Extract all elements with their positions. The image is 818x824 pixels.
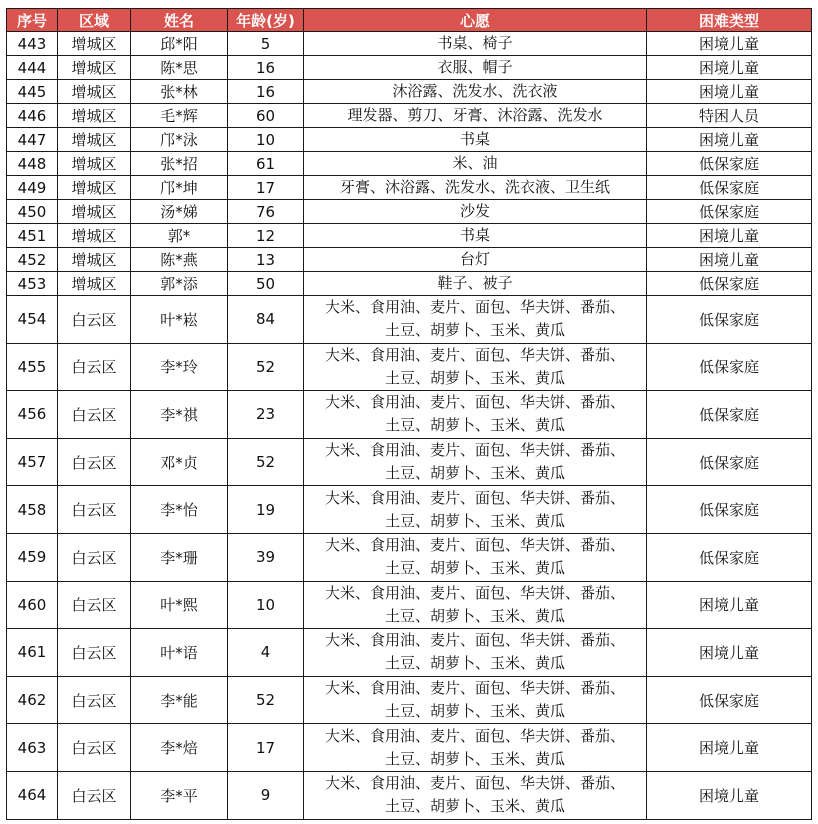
table-row (7, 343, 812, 391)
cell-id: 453 (7, 272, 58, 296)
cell-type: 困境儿童 (647, 32, 812, 56)
cell-age: 17 (228, 724, 304, 772)
cell-id: 457 (7, 438, 58, 486)
cell-wish (304, 56, 647, 80)
cell-type: 困境儿童 (647, 724, 812, 772)
cell-age: 50 (228, 272, 304, 296)
cell-id: 447 (7, 128, 58, 152)
cell-type: 低保家庭 (647, 486, 812, 534)
cell-id: 459 (7, 533, 58, 581)
cell-age: 52 (228, 676, 304, 724)
cell-type: 特困人员 (647, 104, 812, 128)
wish-line: 大米、食用油、麦片、面包、华夫饼、番茄、 (324, 583, 625, 602)
header-district: 区域 (58, 9, 131, 32)
cell-name: 叶*语 (131, 629, 228, 677)
cell-district: 增城区 (58, 80, 131, 104)
cell-type: 困境儿童 (647, 771, 812, 819)
table-row (7, 248, 812, 272)
wish-line: 台灯 (459, 250, 490, 268)
cell-wish (304, 176, 647, 200)
wish-line: 书桌 (459, 226, 490, 244)
cell-district: 白云区 (58, 486, 131, 534)
wish-line: 书桌、椅子 (437, 34, 513, 52)
cell-age: 39 (228, 533, 304, 581)
header-id: 序号 (7, 9, 58, 32)
cell-district: 白云区 (58, 771, 131, 819)
cell-name: 陈*思 (131, 56, 228, 80)
cell-district: 白云区 (58, 296, 131, 344)
cell-age: 19 (228, 486, 304, 534)
wish-line: 大米、食用油、麦片、面包、华夫饼、番茄、 (324, 536, 625, 555)
wish-line: 沐浴露、洗发水、洗衣液 (392, 82, 558, 100)
cell-wish (304, 32, 647, 56)
cell-wish (304, 224, 647, 248)
cell-district: 增城区 (58, 272, 131, 296)
header-name: 姓名 (131, 9, 228, 32)
cell-id: 443 (7, 32, 58, 56)
wish-line: 土豆、胡萝卜、玉米、黄瓜 (384, 654, 565, 673)
cell-id: 449 (7, 176, 58, 200)
cell-district: 白云区 (58, 581, 131, 629)
cell-id: 461 (7, 629, 58, 677)
cell-name: 叶*熙 (131, 581, 228, 629)
cell-name: 邝*泳 (131, 128, 228, 152)
cell-district: 增城区 (58, 200, 131, 224)
cell-district: 白云区 (58, 391, 131, 439)
table-row (7, 224, 812, 248)
cell-wish (304, 104, 647, 128)
cell-name: 汤*娣 (131, 200, 228, 224)
cell-id: 450 (7, 200, 58, 224)
cell-age: 10 (228, 128, 304, 152)
cell-type: 低保家庭 (647, 152, 812, 176)
cell-age: 76 (228, 200, 304, 224)
cell-age: 13 (228, 248, 304, 272)
wish-line: 大米、食用油、麦片、面包、华夫饼、番茄、 (324, 631, 625, 650)
cell-wish (304, 343, 647, 391)
cell-type: 低保家庭 (647, 438, 812, 486)
cell-wish (304, 128, 647, 152)
cell-name: 张*林 (131, 80, 228, 104)
header-wish: 心愿 (304, 9, 647, 32)
table-row (7, 56, 812, 80)
table-row (7, 296, 812, 344)
cell-district: 增城区 (58, 224, 131, 248)
wish-line: 土豆、胡萝卜、玉米、黄瓜 (384, 702, 565, 721)
cell-type: 困境儿童 (647, 581, 812, 629)
cell-district: 白云区 (58, 629, 131, 677)
cell-type: 困境儿童 (647, 80, 812, 104)
wish-line: 米、油 (452, 154, 498, 172)
table-row (7, 176, 812, 200)
header-row (7, 9, 812, 32)
cell-name: 李*平 (131, 771, 228, 819)
cell-type: 低保家庭 (647, 296, 812, 344)
cell-id: 458 (7, 486, 58, 534)
cell-type: 低保家庭 (647, 272, 812, 296)
cell-name: 邝*坤 (131, 176, 228, 200)
cell-age: 17 (228, 176, 304, 200)
cell-type: 低保家庭 (647, 533, 812, 581)
cell-name: 邓*贞 (131, 438, 228, 486)
cell-age: 4 (228, 629, 304, 677)
wish-line: 土豆、胡萝卜、玉米、黄瓜 (384, 797, 565, 816)
wish-line: 土豆、胡萝卜、玉米、黄瓜 (384, 559, 565, 578)
wish-line: 大米、食用油、麦片、面包、华夫饼、番茄、 (324, 726, 625, 745)
cell-district: 白云区 (58, 724, 131, 772)
cell-id: 462 (7, 676, 58, 724)
cell-name: 李*怡 (131, 486, 228, 534)
cell-name: 李*珊 (131, 533, 228, 581)
cell-name: 邱*阳 (131, 32, 228, 56)
wish-line: 土豆、胡萝卜、玉米、黄瓜 (384, 368, 565, 387)
cell-age: 12 (228, 224, 304, 248)
wish-line: 大米、食用油、麦片、面包、华夫饼、番茄、 (324, 441, 625, 460)
wish-line: 土豆、胡萝卜、玉米、黄瓜 (384, 416, 565, 435)
cell-age: 23 (228, 391, 304, 439)
cell-id: 464 (7, 771, 58, 819)
cell-wish (304, 391, 647, 439)
cell-district: 增城区 (58, 152, 131, 176)
cell-name: 叶*崧 (131, 296, 228, 344)
cell-type: 低保家庭 (647, 176, 812, 200)
cell-name: 毛*辉 (131, 104, 228, 128)
cell-age: 16 (228, 56, 304, 80)
cell-name: 李*祺 (131, 391, 228, 439)
cell-wish (304, 629, 647, 677)
table-row (7, 152, 812, 176)
cell-type: 困境儿童 (647, 248, 812, 272)
cell-wish (304, 200, 647, 224)
cell-district: 增城区 (58, 56, 131, 80)
cell-name: 郭* (131, 224, 228, 248)
cell-district: 增城区 (58, 176, 131, 200)
cell-district: 增城区 (58, 32, 131, 56)
cell-type: 困境儿童 (647, 224, 812, 248)
cell-wish (304, 152, 647, 176)
cell-wish (304, 438, 647, 486)
wish-line: 大米、食用油、麦片、面包、华夫饼、番茄、 (324, 488, 625, 507)
table-row (7, 581, 812, 629)
cell-id: 445 (7, 80, 58, 104)
cell-district: 增城区 (58, 104, 131, 128)
cell-age: 61 (228, 152, 304, 176)
wish-line: 牙膏、沐浴露、洗发水、洗衣液、卫生纸 (339, 178, 610, 196)
cell-type: 困境儿童 (647, 56, 812, 80)
cell-type: 低保家庭 (647, 391, 812, 439)
cell-wish (304, 771, 647, 819)
header-age: 年龄(岁) (228, 9, 304, 32)
cell-age: 52 (228, 343, 304, 391)
cell-wish (304, 80, 647, 104)
table-body (7, 32, 812, 820)
cell-name: 李*能 (131, 676, 228, 724)
cell-age: 84 (228, 296, 304, 344)
wish-line: 大米、食用油、麦片、面包、华夫饼、番茄、 (324, 774, 625, 793)
wish-line: 书桌 (459, 130, 490, 148)
wish-line: 土豆、胡萝卜、玉米、黄瓜 (384, 464, 565, 483)
cell-wish (304, 272, 647, 296)
wish-line: 理发器、剪刀、牙膏、沐浴露、洗发水 (347, 106, 603, 124)
cell-age: 60 (228, 104, 304, 128)
table-row (7, 676, 812, 724)
table-row (7, 533, 812, 581)
cell-type: 困境儿童 (647, 629, 812, 677)
wish-table (6, 8, 812, 820)
cell-name: 张*招 (131, 152, 228, 176)
cell-name: 郭*添 (131, 272, 228, 296)
cell-district: 白云区 (58, 676, 131, 724)
cell-id: 463 (7, 724, 58, 772)
cell-wish (304, 581, 647, 629)
cell-age: 5 (228, 32, 304, 56)
cell-district: 白云区 (58, 438, 131, 486)
wish-line: 大米、食用油、麦片、面包、华夫饼、番茄、 (324, 679, 625, 698)
wish-line: 土豆、胡萝卜、玉米、黄瓜 (384, 511, 565, 530)
cell-id: 446 (7, 104, 58, 128)
table-row (7, 80, 812, 104)
cell-id: 460 (7, 581, 58, 629)
table-row (7, 200, 812, 224)
cell-district: 增城区 (58, 248, 131, 272)
wish-line: 大米、食用油、麦片、面包、华夫饼、番茄、 (324, 298, 625, 317)
cell-id: 455 (7, 343, 58, 391)
table-row (7, 272, 812, 296)
cell-wish (304, 676, 647, 724)
table-row (7, 629, 812, 677)
cell-type: 低保家庭 (647, 343, 812, 391)
cell-id: 452 (7, 248, 58, 272)
wish-line: 大米、食用油、麦片、面包、华夫饼、番茄、 (324, 345, 625, 364)
cell-id: 456 (7, 391, 58, 439)
cell-type: 低保家庭 (647, 676, 812, 724)
cell-age: 10 (228, 581, 304, 629)
cell-wish (304, 724, 647, 772)
cell-wish (304, 248, 647, 272)
cell-district: 白云区 (58, 343, 131, 391)
wish-line: 大米、食用油、麦片、面包、华夫饼、番茄、 (324, 393, 625, 412)
wish-line: 土豆、胡萝卜、玉米、黄瓜 (384, 749, 565, 768)
header-type: 困难类型 (647, 9, 812, 32)
table-row (7, 104, 812, 128)
cell-type: 低保家庭 (647, 200, 812, 224)
table-row (7, 32, 812, 56)
cell-name: 陈*燕 (131, 248, 228, 272)
table-row (7, 724, 812, 772)
cell-id: 444 (7, 56, 58, 80)
cell-age: 52 (228, 438, 304, 486)
table-row (7, 438, 812, 486)
table-row (7, 771, 812, 819)
cell-age: 9 (228, 771, 304, 819)
cell-name: 李*焙 (131, 724, 228, 772)
cell-wish (304, 533, 647, 581)
wish-line: 衣服、帽子 (437, 58, 513, 76)
cell-age: 16 (228, 80, 304, 104)
cell-id: 454 (7, 296, 58, 344)
table-row (7, 486, 812, 534)
cell-wish (304, 296, 647, 344)
cell-district: 白云区 (58, 533, 131, 581)
cell-district: 增城区 (58, 128, 131, 152)
cell-id: 451 (7, 224, 58, 248)
table-row (7, 128, 812, 152)
cell-wish (304, 486, 647, 534)
table-row (7, 391, 812, 439)
cell-name: 李*玲 (131, 343, 228, 391)
wish-line: 沙发 (459, 202, 490, 220)
cell-id: 448 (7, 152, 58, 176)
cell-type: 困境儿童 (647, 128, 812, 152)
wish-line: 土豆、胡萝卜、玉米、黄瓜 (384, 321, 565, 340)
wish-line: 土豆、胡萝卜、玉米、黄瓜 (384, 606, 565, 625)
wish-line: 鞋子、被子 (437, 274, 513, 292)
